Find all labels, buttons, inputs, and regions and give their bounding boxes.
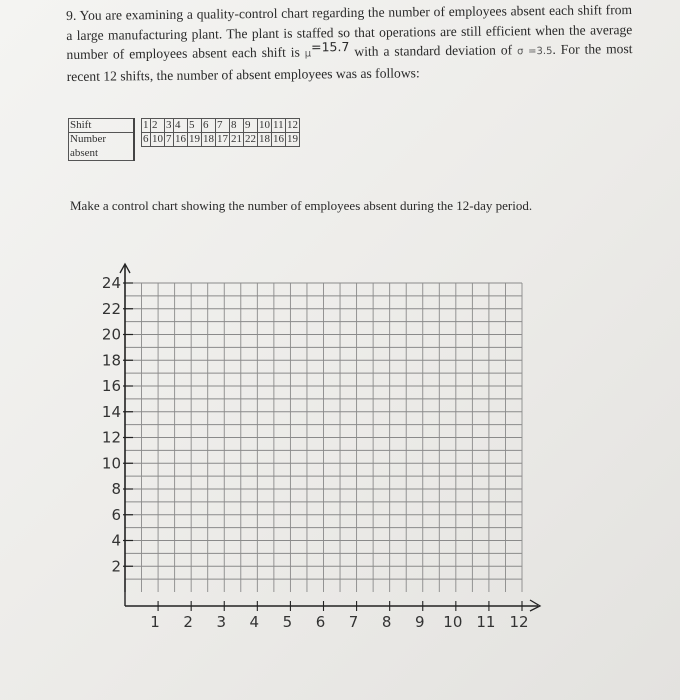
x-tick-label: 12 — [509, 613, 529, 631]
y-tick-label: 8 — [111, 480, 121, 498]
y-tick-label: 20 — [101, 325, 121, 344]
shift-cell: 6 — [202, 119, 216, 133]
number-label: Number — [69, 133, 135, 147]
x-tick-label: 2 — [183, 613, 193, 631]
instruction-text: Make a control chart showing the number of employees absent during the 12-day period. — [70, 198, 533, 213]
x-tick-label: 8 — [381, 613, 392, 631]
problem-number: 9. — [66, 7, 77, 23]
absent-cell: 21 — [231, 133, 242, 145]
x-tick-label: 10 — [443, 613, 463, 631]
absent-cell: 16 — [273, 133, 284, 145]
x-tick-label: 9 — [414, 613, 425, 631]
shift-cell: 12 — [287, 119, 298, 131]
shift-cell: 1 — [143, 119, 149, 131]
y-tick-label: 6 — [111, 505, 121, 524]
x-tick-label: 1 — [150, 613, 160, 631]
y-tick-labels — [102, 274, 121, 575]
x-tick-label: 4 — [249, 613, 260, 631]
problem-line-4b: . For the most recent 12 shifts, the number of absent employees was as follows: — [66, 41, 633, 84]
y-tick-label: 14 — [101, 402, 121, 421]
absent-cell: 6 — [143, 133, 149, 145]
y-tick-label: 10 — [101, 454, 121, 473]
shift-cell: 8 — [230, 119, 244, 133]
shift-cell: 9 — [244, 119, 258, 133]
x-tick-labels — [150, 613, 528, 631]
mu-symbol: μ — [304, 48, 312, 60]
shift-cell: 11 — [273, 119, 284, 131]
absent-cell: 19 — [287, 133, 298, 145]
sigma-expression: σ =3.5 — [517, 45, 553, 58]
y-tick-label: 4 — [111, 531, 121, 550]
shift-cell: 5 — [188, 119, 202, 133]
problem-line-4a: of — [500, 42, 513, 58]
problem-line-3a: when the average number of employees absent each shift is — [66, 21, 633, 62]
x-tick-label: 7 — [348, 613, 359, 631]
problem-line-2: shift from a large manufacturing plant. The plant is staffed so that operations are still efficient — [66, 2, 633, 43]
y-tick-label: 18 — [101, 351, 121, 370]
shift-cell: 4 — [174, 119, 188, 133]
absent-cell: 17 — [217, 133, 228, 145]
x-tick-label: 6 — [315, 613, 326, 631]
absent-cell: 16 — [175, 133, 186, 145]
absent-cell: 22 — [245, 133, 256, 145]
y-tick-label: 12 — [101, 428, 121, 447]
shift-label: Shift — [69, 119, 135, 133]
problem-line-1: You are examining a quality-control chart regarding the number of employees absent each — [79, 2, 575, 23]
absent-label: absent — [69, 147, 135, 161]
shift-cell: 3 — [166, 119, 172, 131]
absent-cell: 18 — [203, 133, 214, 145]
shift-cell: 7 — [216, 119, 230, 133]
y-tick-label: 22 — [101, 299, 121, 318]
absent-cell: 19 — [189, 133, 200, 145]
absent-cell: 18 — [259, 133, 270, 145]
mu-value: =15.7 — [310, 39, 350, 55]
y-tick-label: 24 — [101, 274, 121, 292]
problem-line-3b: with a standard deviation — [354, 42, 497, 59]
x-tick-label: 3 — [216, 613, 227, 631]
y-tick-label: 2 — [111, 557, 121, 576]
absent-cell: 10 — [152, 133, 163, 145]
chart-grid — [125, 283, 522, 592]
x-tick-label: 11 — [476, 613, 496, 631]
shift-cell: 2 — [151, 119, 165, 133]
x-tick-label: 5 — [282, 613, 293, 631]
absent-cell: 7 — [166, 133, 172, 145]
shift-cell: 10 — [259, 119, 270, 131]
y-tick-label: 16 — [101, 377, 121, 395]
